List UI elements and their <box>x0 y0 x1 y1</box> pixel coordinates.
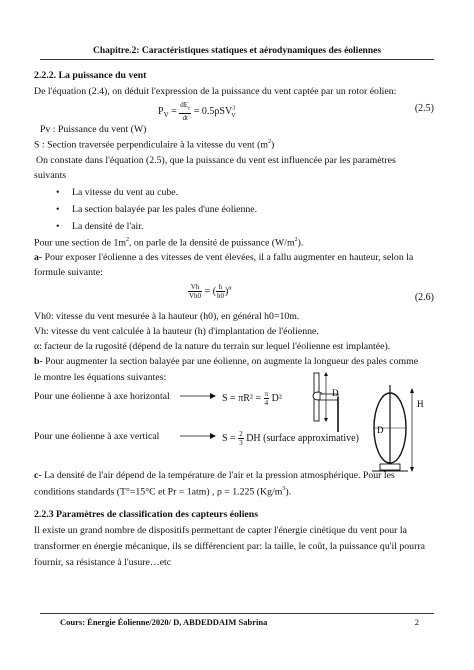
eq-p-sub: V <box>163 111 169 119</box>
chapter-header: Chapitre.2: Caractéristiques statiques et aérodynamiques des éoliennes <box>92 46 382 56</box>
equation-2-6: $\frac{Vh}{Vh0}$ = ( $\frac{h}{h0}$ )$^\alpha$ <box>189 283 232 300</box>
para-b-line-1: b- Pour augmenter la section balayée par une éolienne, on augmente la longueur des pales comme <box>34 356 419 367</box>
vertical-arrow-head <box>210 433 216 439</box>
observation-line-1: On constate dans l'équation (2.5), que la puissance du vent est influencée par les paramètres <box>36 155 396 166</box>
observation-line-2: suivants <box>34 170 67 181</box>
vertical-area-formula: S = $\frac{2}{3}$ DH (surface approximative) <box>222 430 359 447</box>
eq-fraction: $\frac{dE_c}{dt}$ <box>180 101 191 123</box>
vertical-axis-label: Pour une éolienne à axe vertical <box>34 431 160 442</box>
vertical-d-label: D <box>377 425 384 435</box>
horizontal-area-formula: S = πR² = $\frac{\pi}{4}$ D² <box>222 390 282 407</box>
para-a-line-1: a- Pour exposer l'éolienne a des vitesses de vent élevées, il a fallu augmenter en hauteur, selon la <box>34 252 414 263</box>
alpha-definition: α: facteur de la rugosité (dépend de la nature du terrain sur lequel l'éolienne est implantée). <box>34 341 391 352</box>
intro-text: De l'équation (2.4), on déduit l'expression de la puissance du vent captée par un rotor éolien: <box>34 86 397 97</box>
bullet-wind-speed: • La vitesse du vent au cube. <box>72 187 178 198</box>
equation-number-2-5: (2.5) <box>414 103 434 114</box>
power-density-line: Pour une section de $1m^2$, on parle de la densité de puissance $(W/m^2)$. <box>34 237 304 249</box>
pv-definition: Pv : Puissance du vent (W) <box>40 124 147 135</box>
para-c-line-2: conditions standards (T°=15°C et Pr = 1atm) , ρ = 1.225 $(Kg/m^3)$. <box>34 486 292 498</box>
bullet-air-density: • La densité de l'air. <box>72 221 143 232</box>
classification-line-1: Il existe un grand nombre de dispositifs permettant de capter l'énergie cinétique du vent pour la <box>34 525 407 536</box>
s-definition: S : Section traversée perpendiculaire à la vitesse du vent $(m^2)$ <box>34 139 275 151</box>
bullet-swept-area: • La section balayée par les pales d'une éolienne. <box>72 204 257 215</box>
footer-text: Cours: Énergie Éolienne/2020/ D, ABDEDDAIM Sabrina <box>60 617 268 627</box>
footer-rule <box>40 613 434 614</box>
equation-number-2-6: (2.6) <box>414 292 434 303</box>
classification-line-3: fournir, sa résistance à l'usure…etc <box>34 557 172 568</box>
page-number: 2 <box>414 617 419 627</box>
horizontal-arrow-head <box>210 393 216 399</box>
horizontal-turbine-icon <box>313 372 338 432</box>
equation-2-5: $P_V$ = $\frac{dE_c}{dt}$ = 0.5ρSV$^3_V$ <box>158 101 236 123</box>
para-a-line-2: formule suivante: <box>34 267 103 278</box>
eq-right: = 0.5ρSV <box>193 106 233 117</box>
classification-line-2: transformer en énergie mécanique, ils se différencient par: la taille, le coût, la puissance qu'il pourra <box>34 541 425 552</box>
vertical-h-label: H <box>417 399 424 409</box>
horizontal-d-label: D <box>332 388 339 398</box>
para-b-line-2: le montre les équations suivantes: <box>34 372 167 383</box>
section-heading-classification: 2.2.3 Paramètres de classification des capteurs éoliens <box>34 509 259 520</box>
horizontal-axis-label: Pour une éolienne à axe horizontal <box>34 391 170 402</box>
para-c-line-1: c- La densité de l'air dépend de la température de l'air et la pression atmosphérique. Pour les <box>34 470 395 481</box>
eq-p: P <box>158 106 164 117</box>
vh-definition: Vh: vitesse du vent calculée à la hauteur (h) d'implantation de l'éolienne. <box>34 326 319 337</box>
vh0-definition: Vh0: vitesse du vent mesurée à la hauteur (h0), en général h0=10m. <box>34 311 300 322</box>
section-heading-puissance: 2.2.2. La puissance du vent <box>34 70 147 81</box>
